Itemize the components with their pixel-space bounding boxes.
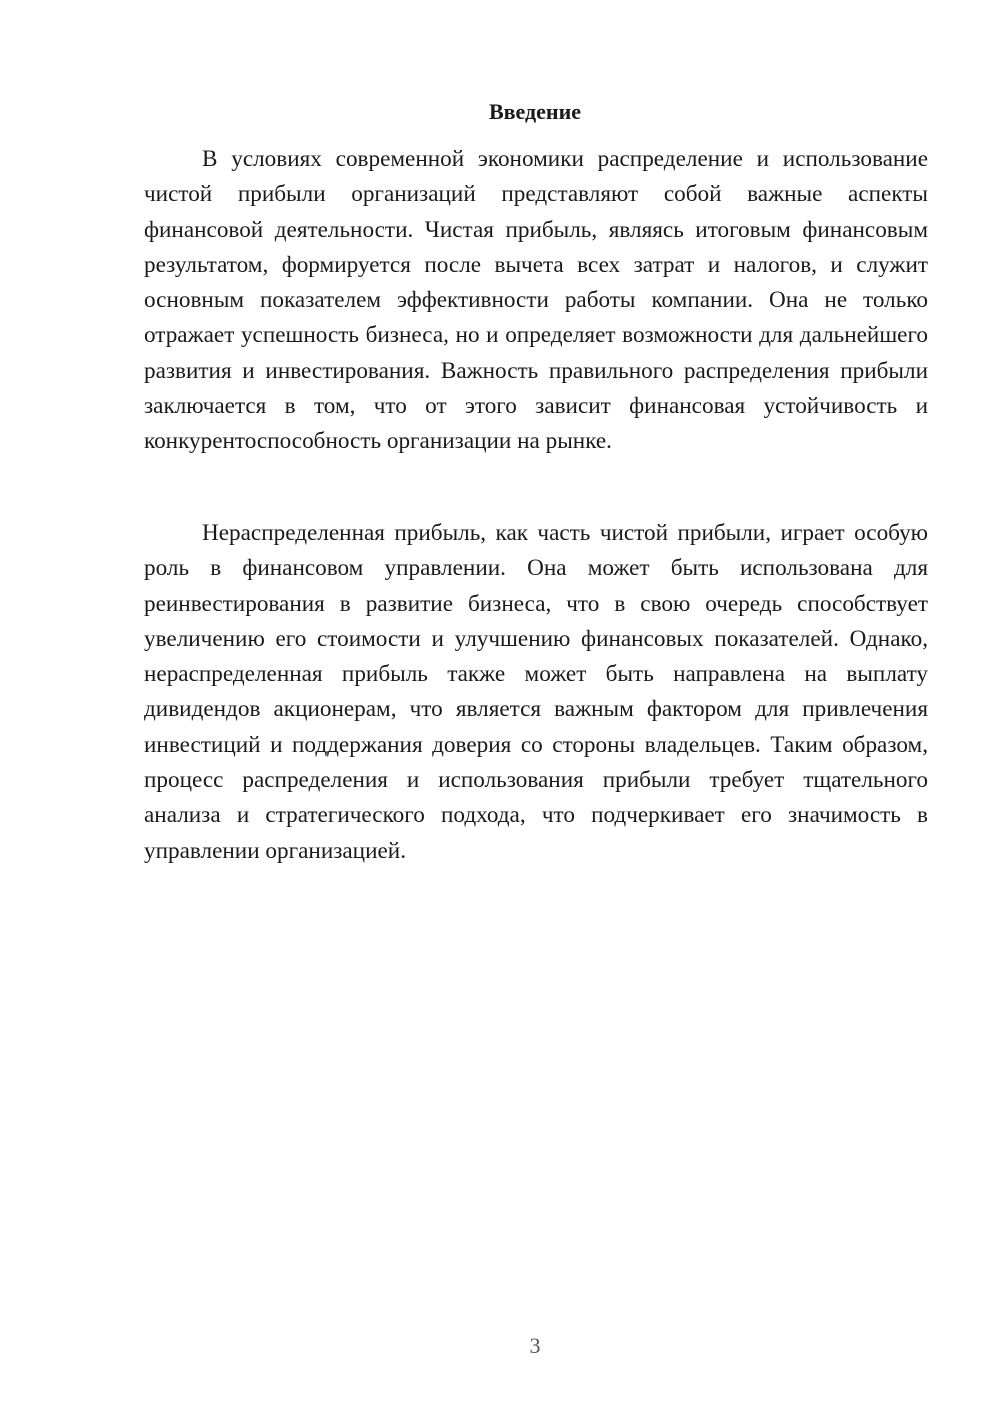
paragraph-2-block bbox=[144, 516, 928, 869]
paragraph-2: Нераспределенная прибыль, как часть чистой прибыли, играет особую роль в финансовом управлении. Она может быть использована для реинвестирования в развитие бизнеса, что в свою очередь способствует увеличению его стоимости и улучшению финансовых показателей. Однако, нераспределенная прибыль также может быть направлена на выплату дивидендов акционерам, что является важным фактором для привлечения инвестиций и поддержания доверия со стороны владельцев. Таким образом, процесс распределения и использования прибыли требует тщательного анализа и стратегического подхода, что подчеркивает его значимость в управлении организацией. bbox=[144, 520, 928, 864]
section-title: Введение bbox=[488, 99, 582, 124]
page-number: 3 bbox=[529, 1333, 541, 1358]
paragraph-1: В условиях современной экономики распределение и использование чистой прибыли организаций представляют собой важные аспекты финансовой деятельности. Чистая прибыль, являясь итоговым финансовым результатом, формируется после вычета всех затрат и налогов, и служит основным показателем эффективности работы компании. Она не только отражает успешность бизнеса, но и определяет возможности для дальнейшего развития и инвестирования. Важность правильного распределения прибыли заключается в том, что от этого зависит финансовая устойчивость и конкурентоспособность организации на рынке. bbox=[144, 146, 928, 455]
paragraph-1-block bbox=[144, 142, 928, 460]
